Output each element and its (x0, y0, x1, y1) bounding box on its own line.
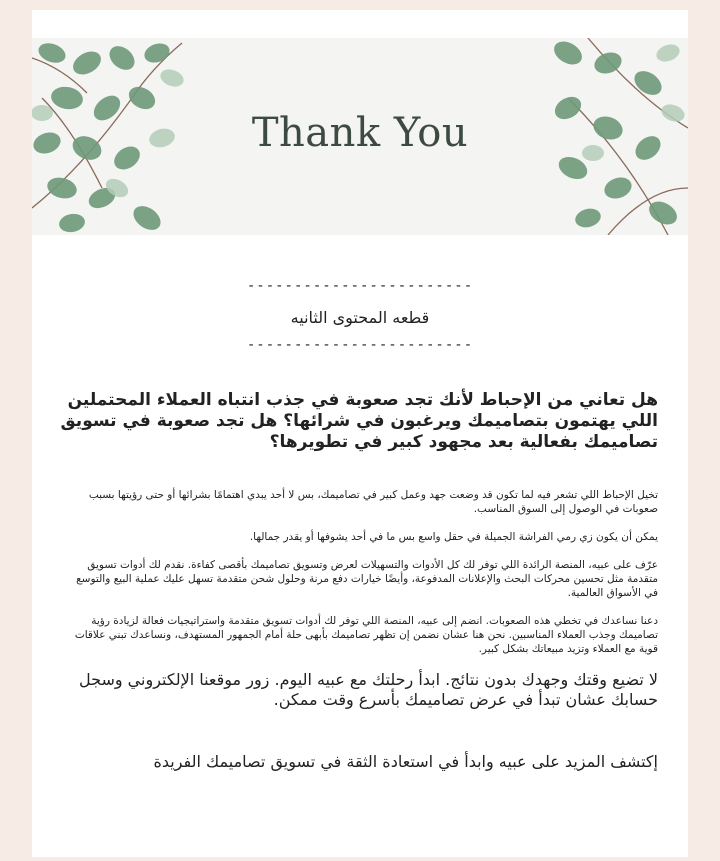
paragraph-2: يمكن أن يكون زي رمي الفراشة الجميلة في حقل واسع بس ما في أحد يشوفها أو يقدر جمالها. (249, 531, 658, 543)
paragraph-3: عرّف على عبيه، المنصة الرائدة اللي توفر لك كل الأدوات والتسهيلات لعرض وتسويق تصاميمك بأقصى كفاءة. نقدم لك أدوات تسويق متقدمة مثل تحسين محركات البحث والإعلانات المدفوعة، وأيضًا خيارات دفع مرنة وحلول شحن متقدمة تسهل عليك عملية البيع والتوسع في الأسواق العالمية. (76, 559, 658, 599)
paragraph-4: دعنا نساعدك في تخطي هذه الصعوبات. انضم إلى عبيه، المنصة اللي توفر لك أدوات تسويق متقدمة واستراتيجيات فعالة لزيادة رؤية تصاميمك وجذب العملاء المناسبين. نحن هنا عشان نضمن إن تظهر تصاميمك بأبهى حلة أمام الجمهور المستهدف، ونساعدك تبني علاقات قوية مع العملاء وتزيد مبيعاتك بشكل كبير. (74, 615, 658, 655)
main-heading: هل تعاني من الإحباط لأنك تجد صعوبة في جذب انتباه العملاء المحتملين اللي يهتمون بتصاميمك ويرغبون في شرائها؟ هل تجد صعوبة في تسويق تصاميمك بفعالية بعد مجهود كبير في تطويرها؟ (60, 390, 658, 452)
paragraph-1: تخيل الإحباط اللي تشعر فيه لما تكون قد وضعت جهد وعمل كبير في تصاميمك، بس لا أحد يبدي اهتمامًا بشرائها أو حتى رؤيتها بسبب صعوبات في الوصول إلى السوق المناسب. (88, 489, 658, 515)
divider-bottom: ------------------------ (246, 337, 474, 353)
email-card (32, 10, 688, 857)
call-to-action: لا تضيع وقتك وجهدك بدون نتائج. ابدأ رحلتك مع عبيه اليوم. زور موقعنا الإلكتروني وسجل حسابك عشان تبدأ في عرض تصاميمك بأسرع وقت ممكن. (79, 670, 658, 709)
eucalyptus-leaves-right-icon (548, 38, 688, 235)
hero-banner (32, 38, 688, 235)
section-title: قطعه المحتوى الثانيه (290, 308, 430, 327)
divider-top: ------------------------ (246, 278, 474, 294)
discover-more-link[interactable]: إكتشف المزيد على عبيه وابدأ في استعادة الثقة في تسويق تصاميمك الفريدة (153, 752, 658, 771)
thank-you-title: Thank You (251, 110, 469, 156)
